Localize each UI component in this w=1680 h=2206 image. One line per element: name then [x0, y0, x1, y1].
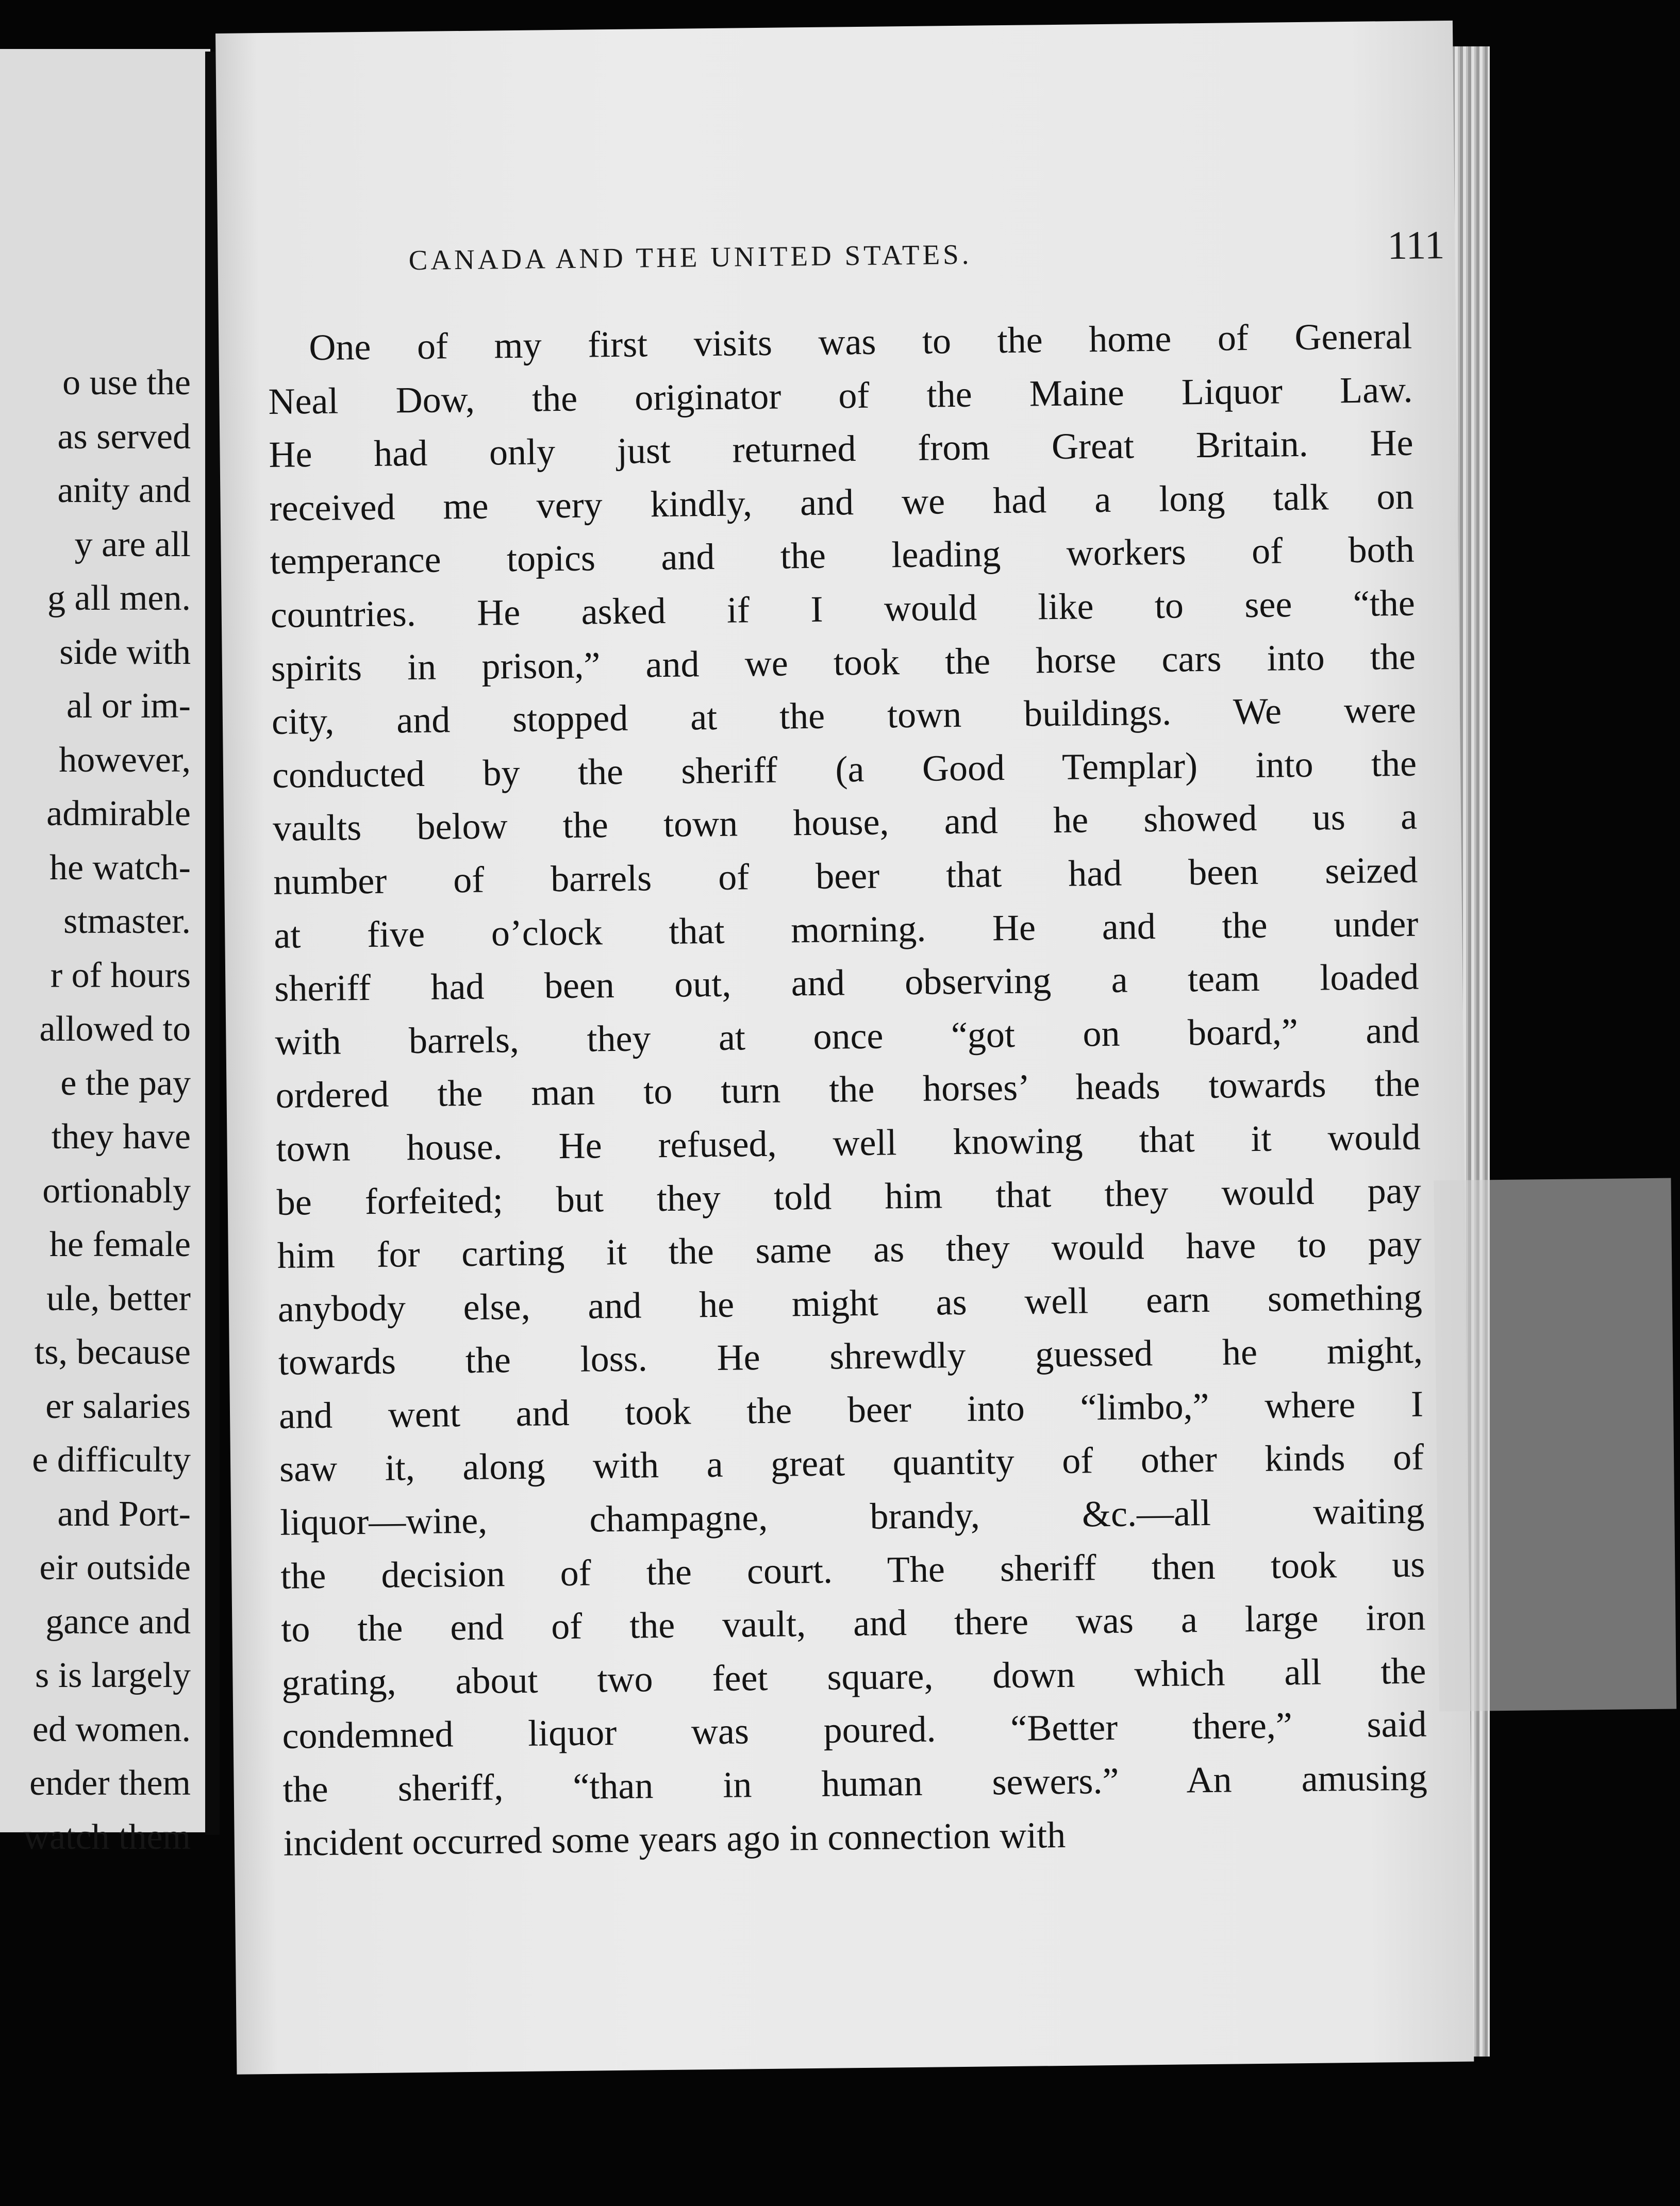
text-line: countries. He asked if I would like to see “the [270, 582, 1416, 636]
text-line: with barrels, they at once “got on board,” and [275, 1009, 1420, 1063]
text-line: anybody else, and he might as well earn something [277, 1276, 1423, 1330]
text-line: towards the loss. He shrewdly guessed he might, [278, 1329, 1423, 1383]
facing-page-line: anity and [57, 471, 191, 510]
text-line: temperance topics and the leading workers of both [270, 529, 1415, 582]
page-number: 111 [1387, 222, 1445, 268]
facing-page-line: r of hours [50, 955, 191, 995]
facing-page-text [0, 356, 191, 1864]
text-line: One of my first visits was to the home of General [308, 315, 1412, 369]
text-line: to the end of the vault, and there was a large iron [281, 1596, 1426, 1650]
text-line: him for carting it the same as they would have to pay [277, 1223, 1422, 1276]
facing-page-line: al or im- [66, 686, 191, 726]
facing-page-line: s is largely [35, 1656, 191, 1695]
text-line: conducted by the sheriff (a Good Templar) into the [272, 742, 1417, 796]
facing-page-line: g all men. [47, 578, 191, 618]
facing-page-line: eir outside [39, 1548, 191, 1587]
paper-slip-overlay [1434, 1178, 1676, 1712]
text-line: ordered the man to turn the horses’ heads towards the [275, 1062, 1420, 1116]
text-line: condemned liquor was poured. “Better there,” said [282, 1703, 1427, 1757]
text-line: at five o’clock that morning. He and the under [273, 903, 1419, 956]
page-header [408, 222, 1445, 289]
facing-page-line: e the pay [60, 1063, 191, 1103]
body-text [268, 310, 1428, 1870]
facing-page-line: er salaries [45, 1386, 191, 1426]
text-line: be forfeited; but they told him that they would pay [276, 1169, 1422, 1223]
text-line: saw it, along with a great quantity of other kinds of [279, 1436, 1424, 1490]
text-line: liquor—wine, champagne, brandy, &c.—all waiting [279, 1490, 1425, 1543]
text-line: and went and took the beer into “limbo,” where I [278, 1383, 1424, 1436]
facing-page-line: ule, better [46, 1278, 191, 1318]
facing-page-line: e difficulty [32, 1440, 191, 1480]
facing-page-line: ts, because [34, 1332, 191, 1372]
facing-page-line: however, [59, 740, 191, 780]
facing-page-line: y are all [74, 524, 191, 564]
facing-page-line: stmaster. [63, 901, 191, 941]
text-line: sheriff had been out, and observing a team loaded [274, 956, 1419, 1010]
text-line: incident occurred some years ago in connection with [283, 1814, 1066, 1864]
text-line: town house. He refused, well knowing that it would [276, 1116, 1421, 1169]
facing-page-line: ortionably [42, 1171, 191, 1211]
text-line: spirits in prison,” and we took the horse cars into the [271, 636, 1416, 689]
facing-page-line: allowed to [39, 1009, 191, 1049]
text-line: received me very kindly, and we had a long talk on [269, 475, 1414, 529]
facing-page-line: he watch- [49, 847, 191, 888]
facing-page-line: watch them [23, 1817, 191, 1857]
facing-page-line: side with [59, 632, 191, 672]
running-head: CANADA AND THE UNITED STATES. [408, 238, 972, 276]
text-line: Neal Dow, the originator of the Maine Liquor Law. [268, 369, 1413, 422]
text-line: vaults below the town house, and he showed us a [272, 796, 1418, 849]
facing-page-left [0, 49, 210, 1857]
book-gutter [205, 52, 220, 1835]
facing-page-line: as served [57, 416, 191, 457]
text-line: the sheriff, “than in human sewers.” An amusing [282, 1757, 1427, 1810]
page-111 [215, 21, 1474, 2075]
text-line: He had only just returned from Great Britain. He [269, 422, 1413, 476]
facing-page-line: admirable [46, 794, 191, 833]
facing-page-line: and Port- [57, 1494, 191, 1534]
text-line: the decision of the court. The sheriff then took us [280, 1543, 1425, 1597]
text-line: city, and stopped at the town buildings. We were [271, 689, 1417, 743]
facing-page-line: they have [51, 1117, 191, 1157]
text-line: grating, about two feet square, down which all the [281, 1650, 1426, 1703]
facing-page-line: gance and [45, 1601, 191, 1642]
facing-page-line: ender them [29, 1763, 191, 1803]
facing-page-line: ed women. [32, 1709, 191, 1749]
text-line: number of barrels of beer that had been seized [273, 849, 1418, 903]
facing-page-line: he female [49, 1225, 191, 1264]
facing-page-line: o use the [62, 363, 191, 403]
